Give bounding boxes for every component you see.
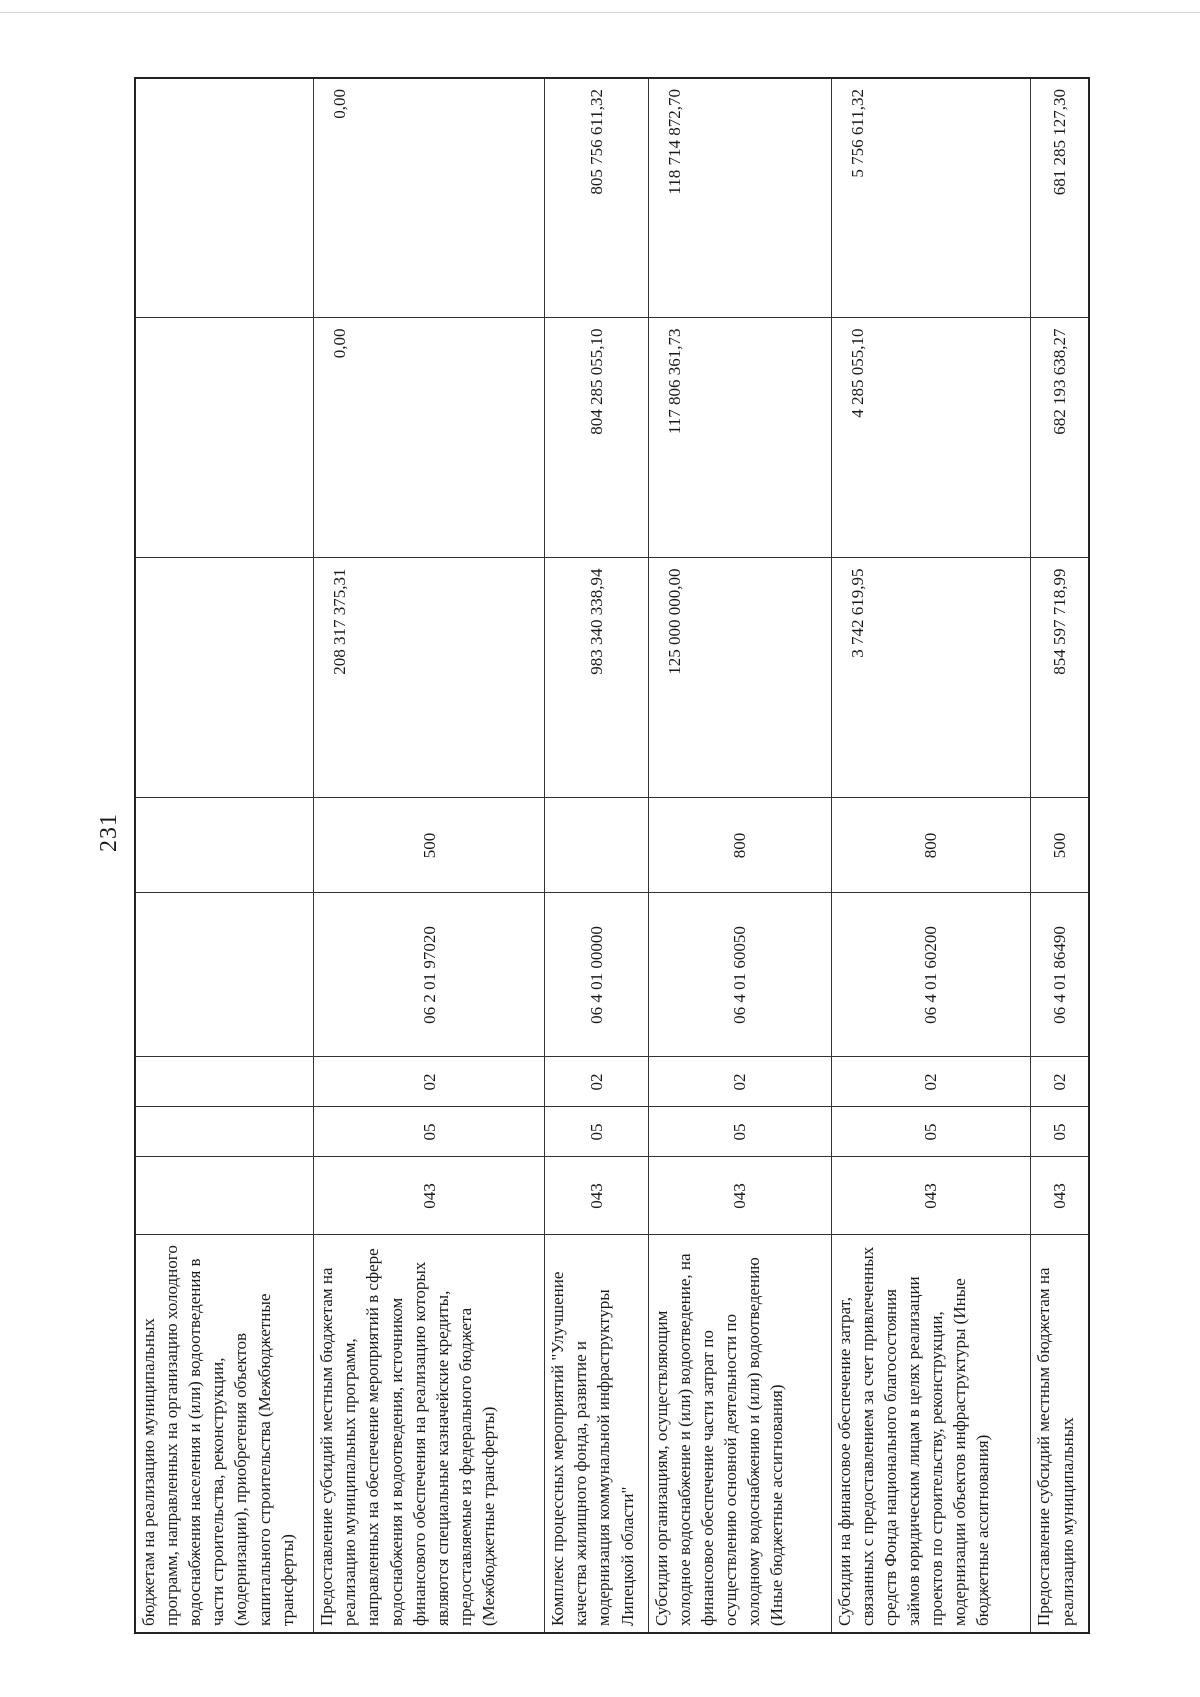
expense-type-code bbox=[135, 798, 314, 893]
subsection-code bbox=[135, 1057, 314, 1107]
row-description: Субсидии организациям, осуществляющим холодное водоснабжение и (или) водоотведение, на финансовое обеспечение части затрат по осуществлению основной деятельности по холодному водоснабжению и (или) водоотведению (Иные бюджетные ассигнования) bbox=[648, 1235, 831, 1633]
amount-year-2: 682 193 638,27 bbox=[1031, 318, 1089, 558]
table-row bbox=[1031, 78, 1089, 1633]
target-article-code: 06 4 01 00000 bbox=[545, 893, 649, 1057]
amount-year-2: 0,00 bbox=[314, 318, 545, 558]
target-article-code: 06 4 01 60200 bbox=[831, 893, 1031, 1057]
expense-type-code: 500 bbox=[314, 798, 545, 893]
expense-type-code: 800 bbox=[831, 798, 1031, 893]
amount-year-3: 681 285 127,30 bbox=[1031, 78, 1089, 318]
amount-year-2: 804 285 055,10 bbox=[545, 318, 649, 558]
subsection-code: 02 bbox=[314, 1057, 545, 1107]
section-code: 05 bbox=[314, 1107, 545, 1157]
row-description: Субсидии на финансовое обеспечение затрат, связанных с предоставлением за счет привлеченных средств Фонда национального благосостояния займов юридическим лицам в целях реализации проектов по строительству, реконструкции, модернизации объектов инфраструктуры (Иные бюджетные ассигнования) bbox=[831, 1235, 1031, 1633]
subsection-code: 02 bbox=[831, 1057, 1031, 1107]
row-description: Предоставление субсидий местным бюджетам на реализацию муниципальных программ, направленных на обеспечение мероприятий в сфере водоснабжения и водоотведения, источником финансового обеспечения на реализацию которых являются специальные казначейские кредиты, предоставляемые из федерального бюджета (Межбюджетные трансферты) bbox=[314, 1235, 545, 1633]
amount-year-3: 0,00 bbox=[314, 78, 545, 318]
subsection-code: 02 bbox=[1031, 1057, 1089, 1107]
amount-year-2: 4 285 055,10 bbox=[831, 318, 1031, 558]
amount-year-1: 125 000 000,00 bbox=[648, 558, 831, 798]
amount-year-1: 3 742 619,95 bbox=[831, 558, 1031, 798]
amount-year-2: 117 806 361,73 bbox=[648, 318, 831, 558]
section-code: 05 bbox=[648, 1107, 831, 1157]
table-row bbox=[648, 78, 831, 1633]
target-article-code: 06 2 01 97020 bbox=[314, 893, 545, 1057]
budget-table bbox=[134, 77, 1090, 1634]
scan-edge-line bbox=[0, 12, 1200, 13]
amount-year-2 bbox=[135, 318, 314, 558]
row-description: Комплекс процессных мероприятий "Улучшение качества жилищного фонда, развитие и модернизация коммунальной инфраструктуры Липецкой области" bbox=[545, 1235, 649, 1633]
section-code bbox=[135, 1107, 314, 1157]
expense-type-code bbox=[545, 798, 649, 893]
amount-year-1: 208 317 375,31 bbox=[314, 558, 545, 798]
ministry-code: 043 bbox=[831, 1157, 1031, 1235]
amount-year-1 bbox=[135, 558, 314, 798]
target-article-code: 06 4 01 60050 bbox=[648, 893, 831, 1057]
ministry-code: 043 bbox=[1031, 1157, 1089, 1235]
ministry-code: 043 bbox=[545, 1157, 649, 1235]
section-code: 05 bbox=[545, 1107, 649, 1157]
ministry-code: 043 bbox=[314, 1157, 545, 1235]
amount-year-3 bbox=[135, 78, 314, 318]
expense-type-code: 800 bbox=[648, 798, 831, 893]
amount-year-3: 805 756 611,32 bbox=[545, 78, 649, 318]
amount-year-3: 118 714 872,70 bbox=[648, 78, 831, 318]
amount-year-1: 983 340 338,94 bbox=[545, 558, 649, 798]
row-description: Предоставление субсидий местным бюджетам на реализацию муниципальных bbox=[1031, 1235, 1089, 1633]
table-row bbox=[831, 78, 1031, 1633]
table-row bbox=[135, 78, 314, 1633]
budget-table-rotated bbox=[134, 79, 1090, 1634]
section-code: 05 bbox=[831, 1107, 1031, 1157]
expense-type-code: 500 bbox=[1031, 798, 1089, 893]
table-row bbox=[314, 78, 545, 1633]
subsection-code: 02 bbox=[648, 1057, 831, 1107]
row-description: бюджетам на реализацию муниципальных программ, направленных на организацию холодного водоснабжения населения и (или) водоотведения в части строительства, реконструкции, (модернизации), приобретения объектов капитального строительства (Межбюджетные трансферты) bbox=[135, 1235, 314, 1633]
section-code: 05 bbox=[1031, 1107, 1089, 1157]
ministry-code bbox=[135, 1157, 314, 1235]
target-article-code bbox=[135, 893, 314, 1057]
page-number: 231 bbox=[96, 813, 122, 852]
amount-year-1: 854 597 718,99 bbox=[1031, 558, 1089, 798]
ministry-code: 043 bbox=[648, 1157, 831, 1235]
subsection-code: 02 bbox=[545, 1057, 649, 1107]
amount-year-3: 5 756 611,32 bbox=[831, 78, 1031, 318]
table-row bbox=[545, 78, 649, 1633]
target-article-code: 06 4 01 86490 bbox=[1031, 893, 1089, 1057]
